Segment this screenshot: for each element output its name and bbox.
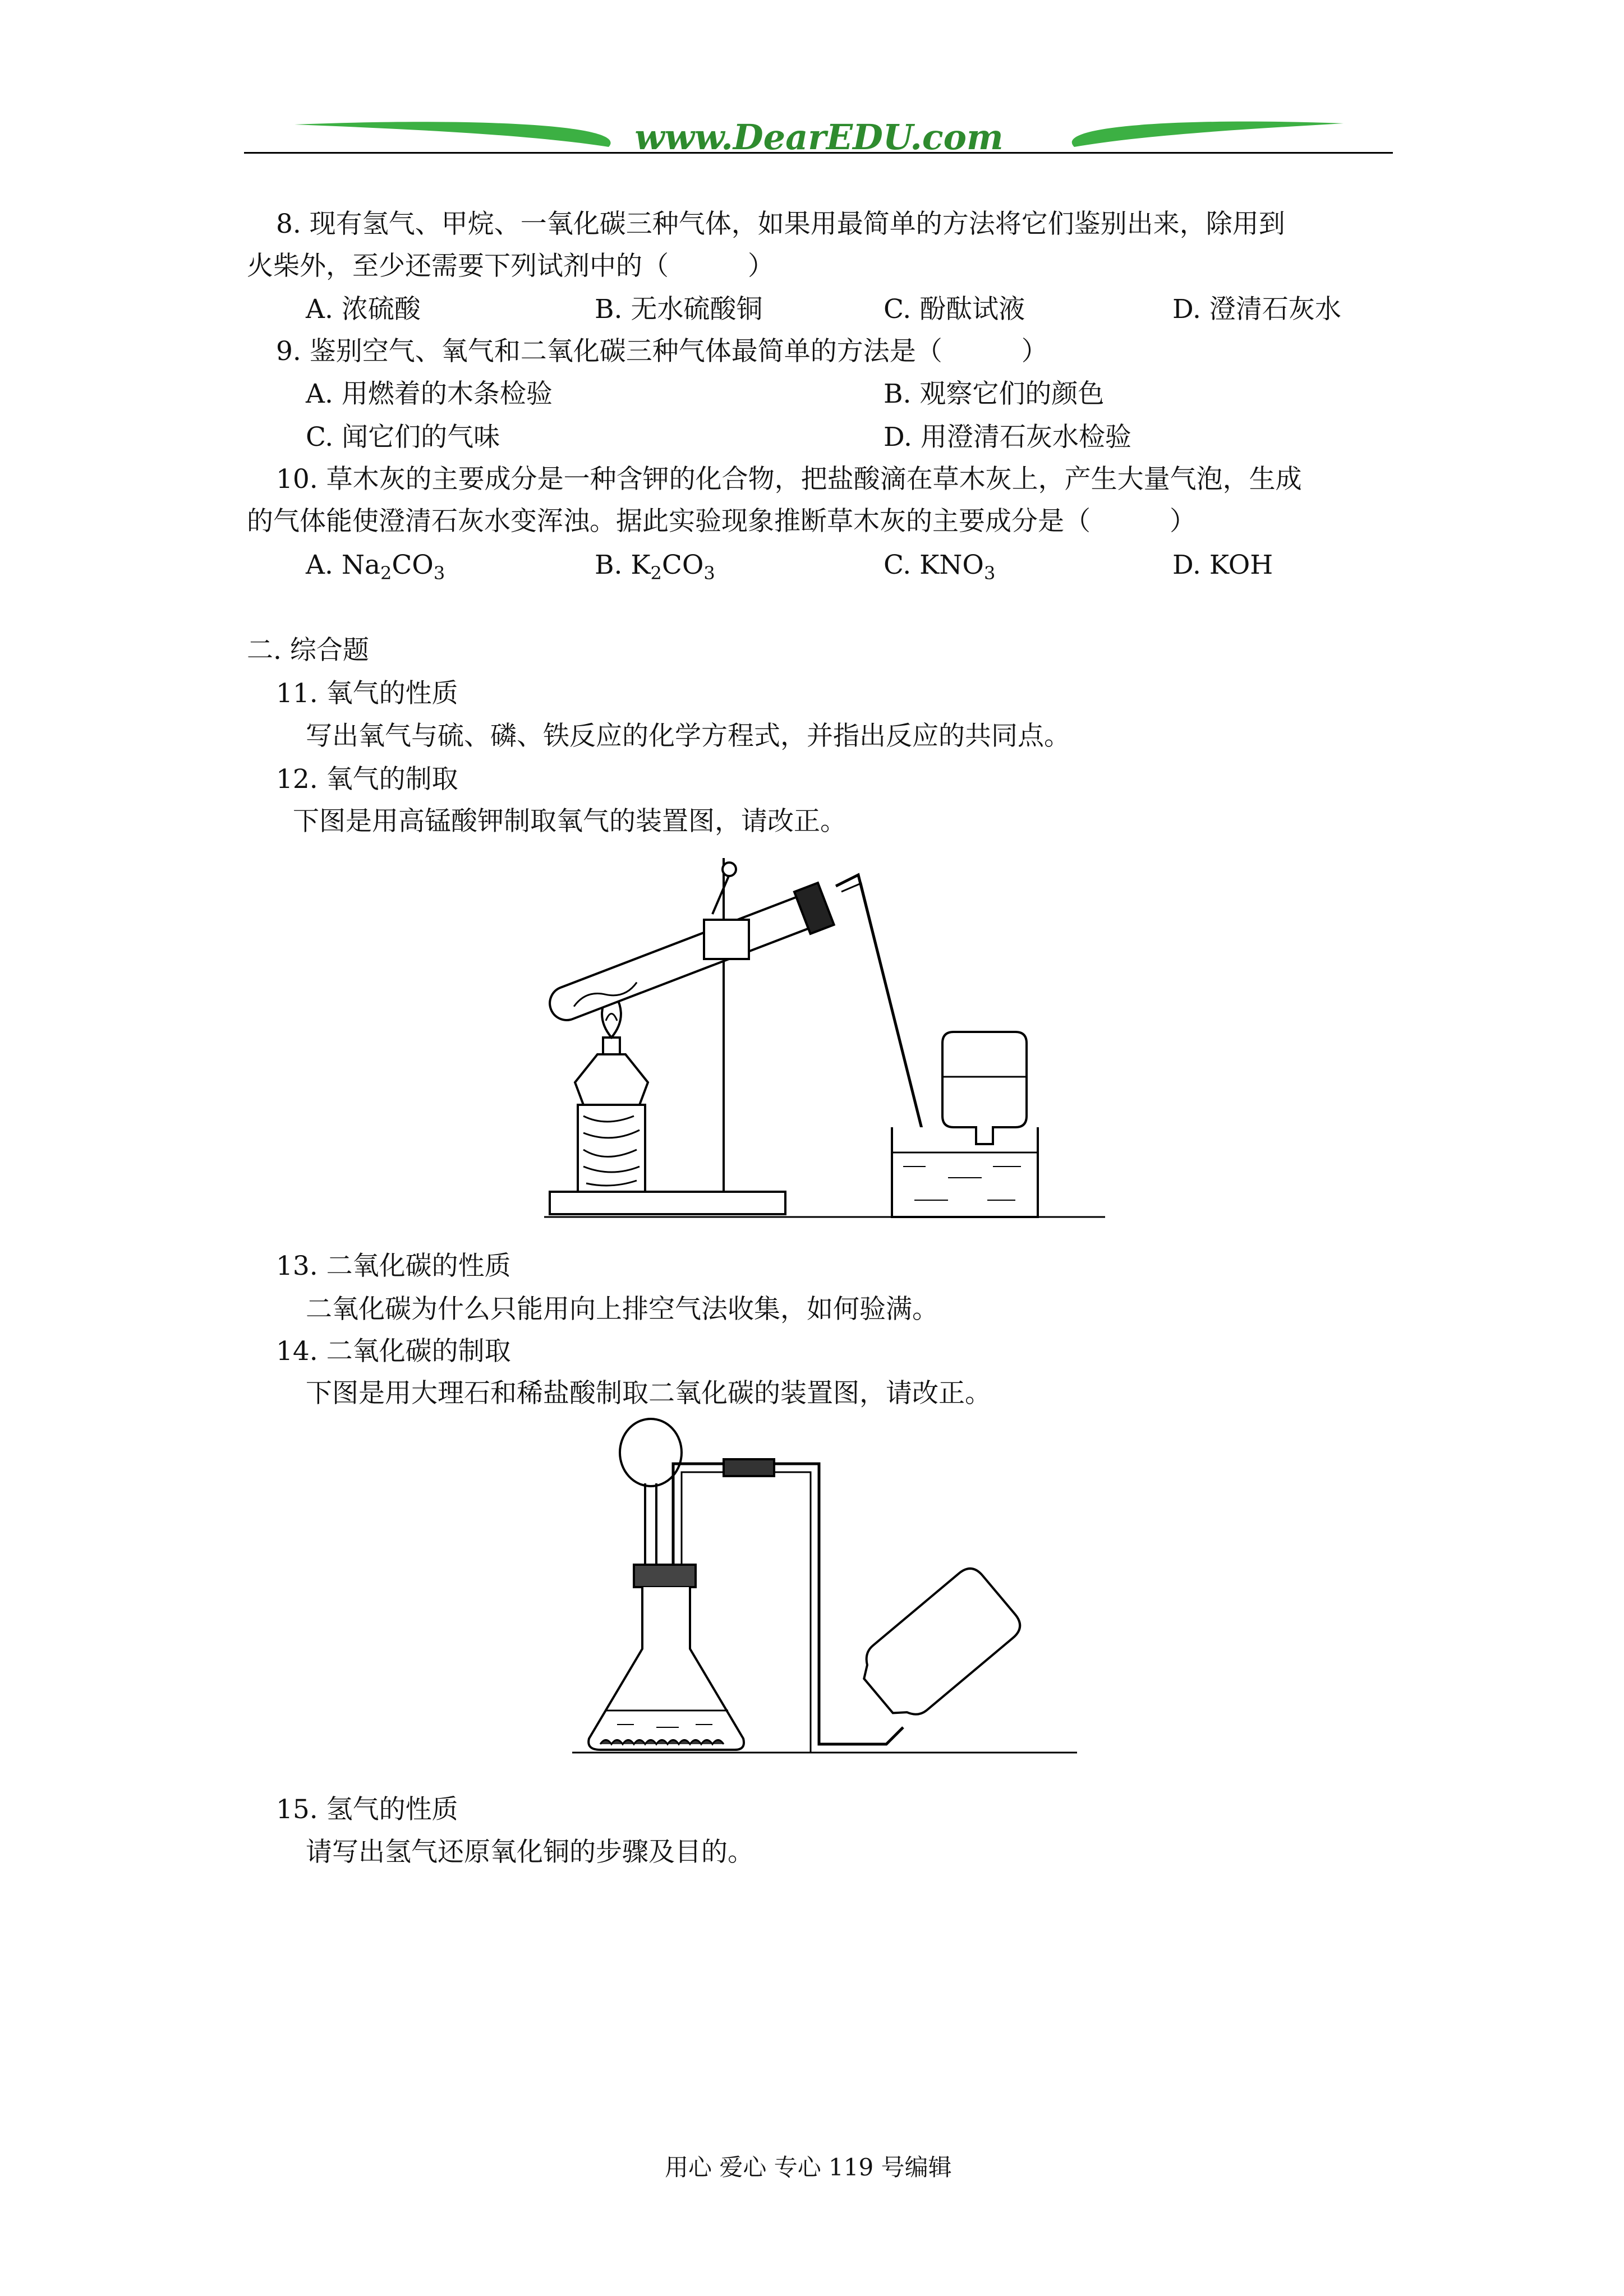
q10-option-d: D. KOH (1172, 550, 1273, 580)
page-footer: 用心 爱心 专心 119 号编辑 (665, 2154, 952, 2181)
q8-stem-line2: 火柴外，至少还需要下列试剂中的（ ） (247, 251, 774, 282)
q12-body: 下图是用高锰酸钾制取氧气的装置图，请改正。 (293, 806, 846, 837)
logo-swoosh-left (295, 122, 611, 147)
q11-title: 11. 氧气的性质 (276, 678, 458, 709)
water-trough (892, 1127, 1038, 1217)
q11-body: 写出氧气与硫、磷、铁反应的化学方程式，并指出反应的共同点。 (306, 721, 1070, 751)
q9-option-d: D. 用澄清石灰水检验 (884, 422, 1131, 453)
q10-option-c: C. $KNO_3$ (884, 550, 996, 584)
q10-stem-line2: 的气体能使澄清石灰水变浑浊。据此实验现象推断草木灰的主要成分是（ ） (247, 506, 1196, 537)
q12-title: 12. 氧气的制取 (276, 764, 458, 795)
q10-option-a: A. $Na_2CO_3$ (306, 550, 445, 584)
co2-gas-bottle (852, 1562, 1026, 1728)
header-rule (244, 152, 1393, 154)
q15-body: 请写出氢气还原氧化铜的步骤及目的。 (306, 1837, 754, 1868)
q15-title: 15. 氢气的性质 (276, 1794, 458, 1825)
q8-option-a: A. 浓硫酸 (306, 294, 421, 325)
q14-title: 14. 二氧化碳的制取 (276, 1336, 511, 1367)
q9-stem: 9. 鉴别空气、氧气和二氧化碳三种气体最简单的方法是（ ） (276, 336, 1048, 367)
co2-apparatus-figure (572, 1413, 1077, 1772)
q9-option-b: B. 观察它们的颜色 (884, 379, 1105, 409)
stand-base (550, 1192, 785, 1214)
gas-bottle (942, 1032, 1027, 1144)
q8-option-d: D. 澄清石灰水 (1172, 294, 1341, 325)
q9-option-c: C. 闻它们的气味 (306, 422, 500, 453)
q13-title: 13. 二氧化碳的性质 (276, 1251, 511, 1281)
alcohol-lamp (575, 1054, 648, 1105)
test-tube (544, 883, 834, 1030)
q13-body: 二氧化碳为什么只能用向上排空气法收集，如何验满。 (306, 1294, 938, 1325)
q8-option-c: C. 酚酞试液 (884, 294, 1025, 325)
flask-stopper (634, 1565, 696, 1587)
clamp (704, 920, 749, 959)
q14-body: 下图是用大理石和稀盐酸制取二氧化碳的装置图，请改正。 (306, 1378, 991, 1409)
marble-chips (600, 1740, 724, 1745)
q8-option-b: B. 无水硫酸铜 (595, 294, 763, 325)
conical-flask (588, 1587, 744, 1750)
oxygen-apparatus-figure (544, 852, 1105, 1231)
header-logo (295, 112, 1344, 163)
q9-option-a: A. 用燃着的木条检验 (306, 379, 553, 409)
q10-stem-line1: 10. 草木灰的主要成分是一种含钾的化合物，把盐酸滴在草木灰上，产生大量气泡，生成 (276, 464, 1302, 495)
q8-stem-line1: 8. 现有氢气、甲烷、一氧化碳三种气体，如果用最简单的方法将它们鉴别出来，除用到 (276, 209, 1285, 239)
q10-option-b: B. $K_2CO_3$ (595, 550, 715, 584)
section2-heading: 二. 综合题 (247, 635, 369, 666)
logo-text: www.DearEDU.com (634, 117, 1004, 158)
logo-swoosh-right (1072, 122, 1344, 147)
